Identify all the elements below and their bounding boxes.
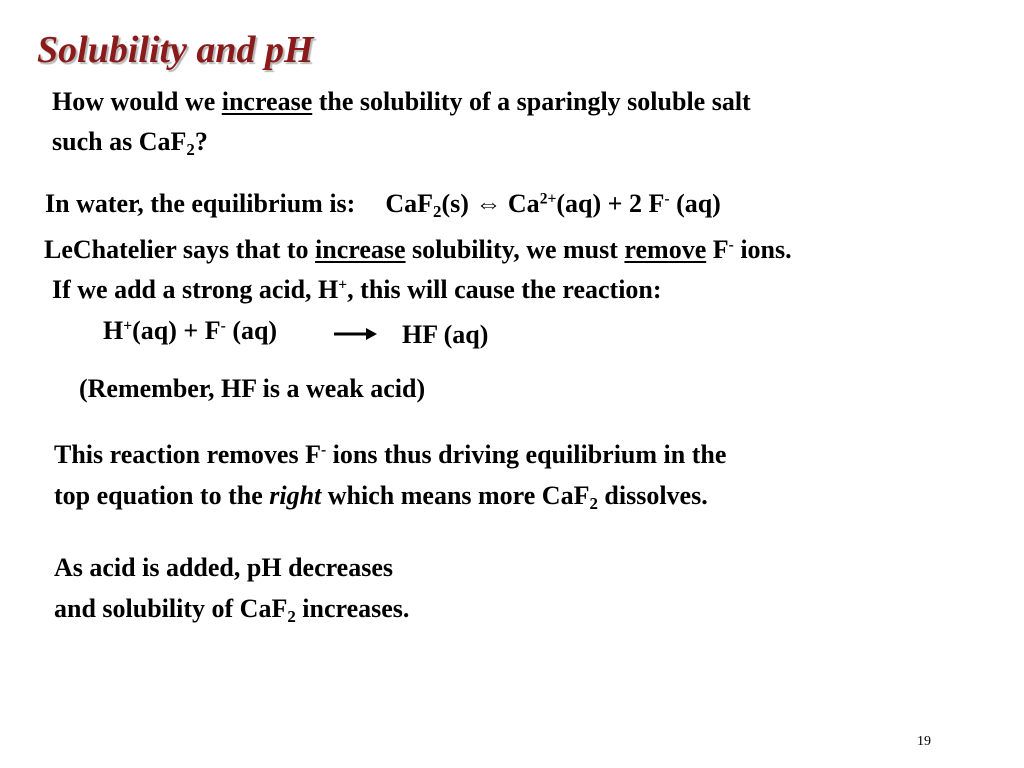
conclusion-line-1: As acid is added, pH decreases: [54, 553, 393, 582]
slide-title: Solubility and pH: [37, 29, 314, 71]
lechatelier-line: LeChatelier says that to increase solubility, we must remove F- ions.: [44, 235, 792, 264]
equilibrium-line: [45, 189, 721, 222]
emphasis-increase: increase: [221, 87, 313, 116]
question-line-1: How would we increase the solubility of a sparingly soluble salt: [52, 87, 751, 116]
page-number: 19: [917, 734, 931, 749]
removes-line-2: top equation to the right which means more CaF$_2$ dissolves.: [54, 481, 708, 514]
acid-line: If we add a strong acid, H+, this will cause the reaction:: [52, 275, 662, 304]
reaction-reactants: H+(aq) + F- (aq): [103, 316, 278, 345]
emphasis-increase-2: increase: [315, 235, 406, 264]
remember-note: (Remember, HF is a weak acid): [79, 374, 426, 403]
reaction-product: HF (aq): [402, 320, 489, 349]
emphasis-right: right: [269, 481, 322, 510]
equilibrium-equation: CaF$_2$(s) ⇔ $Ca^{2+}(aq) + 2$ F- (aq): [385, 189, 721, 222]
equilibrium-lead: In water, the equilibrium is:: [45, 189, 356, 218]
conclusion-line-2: and solubility of CaF$_2$ increases.: [54, 594, 410, 627]
question-line-2: such as CaF$_2$?: [52, 127, 208, 160]
equilibrium-double-arrow-icon: ⇔: [475, 189, 502, 218]
removes-line-1: This reaction removes F- ions thus driving equilibrium in the: [54, 440, 727, 469]
emphasis-remove: remove: [624, 235, 707, 264]
reaction-arrow-icon: [332, 322, 378, 342]
